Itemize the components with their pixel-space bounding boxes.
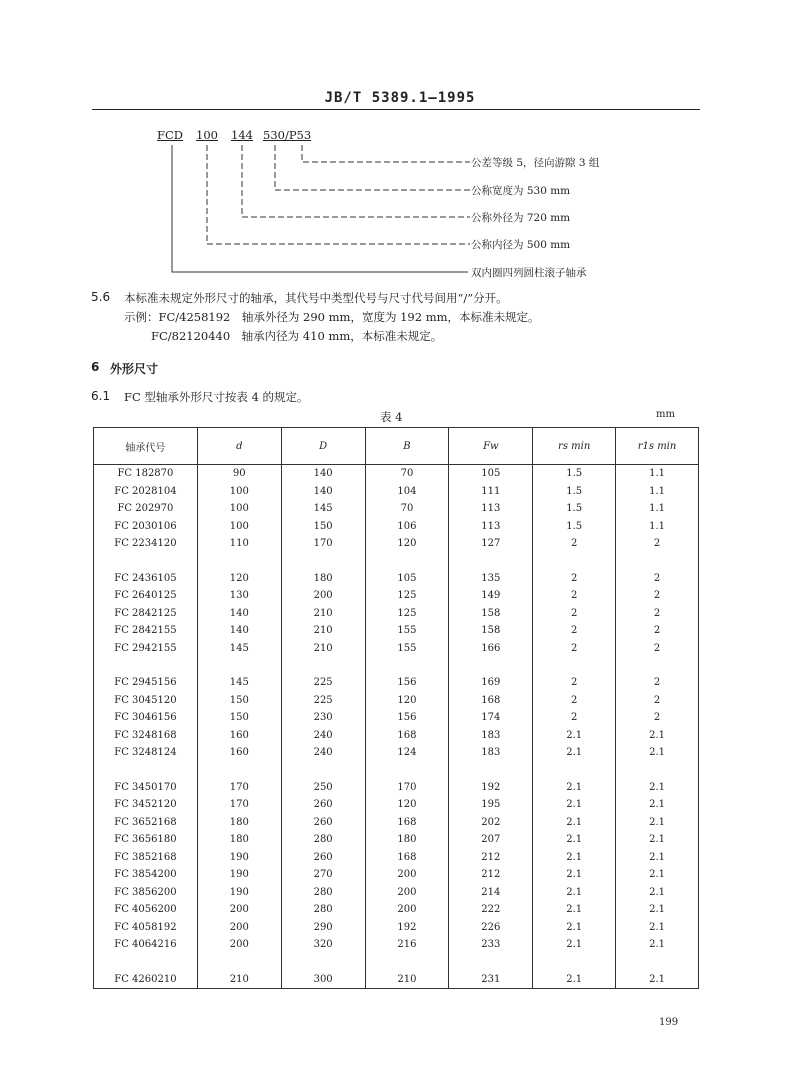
table-cell: FC 2640125: [94, 587, 198, 605]
clause-5-6-example-1: 示例：FC/4258192 轴承外径为 290 mm，宽度为 192 mm，本标准未规定。: [124, 310, 540, 324]
table-cell: 2: [616, 709, 699, 727]
table-cell: 2.1: [616, 936, 699, 954]
table-cell: 225: [281, 674, 365, 692]
table-cell: 226: [449, 919, 533, 937]
table-row: [94, 971, 699, 989]
table-cell: 120: [365, 535, 449, 553]
table-cell: 200: [365, 884, 449, 902]
table-cell: 2: [533, 605, 616, 623]
table-cell: FC 202970: [94, 500, 198, 518]
table-body: [94, 465, 699, 989]
table-row: [94, 884, 699, 902]
table-cell: 2.1: [616, 866, 699, 884]
spacer-cell: [281, 553, 365, 570]
spacer-cell: [94, 762, 198, 779]
table-cell: 214: [449, 884, 533, 902]
table-cell: FC 3248124: [94, 744, 198, 762]
spacer-cell: [365, 553, 449, 570]
spacer-cell: [616, 762, 699, 779]
table-cell: 200: [197, 919, 281, 937]
table-cell: 2: [616, 622, 699, 640]
table-cell: FC 3450170: [94, 779, 198, 797]
table-cell: 2: [533, 622, 616, 640]
table-header-row: [94, 428, 699, 465]
spacer-cell: [365, 954, 449, 971]
table-row: [94, 605, 699, 623]
spacer-cell: [94, 954, 198, 971]
table-cell: FC 3046156: [94, 709, 198, 727]
table-row: [94, 640, 699, 658]
table-cell: 127: [449, 535, 533, 553]
table-cell: 260: [281, 796, 365, 814]
spacer-cell: [281, 657, 365, 674]
table-cell: 210: [365, 971, 449, 989]
section-6-number: 6: [91, 360, 100, 374]
table-unit: mm: [656, 409, 675, 420]
table-cell: 195: [449, 796, 533, 814]
table-cell: 1.1: [616, 518, 699, 536]
table-cell: 280: [281, 901, 365, 919]
table-cell: 280: [281, 884, 365, 902]
table-cell: 2: [616, 587, 699, 605]
table-cell: 210: [197, 971, 281, 989]
table-cell: 200: [365, 866, 449, 884]
spacer-cell: [533, 657, 616, 674]
table-cell: 2: [616, 692, 699, 710]
header-rs-min: rs min: [533, 428, 616, 465]
spacer-cell: [616, 657, 699, 674]
table-row: [94, 779, 699, 797]
table-row: [94, 919, 699, 937]
table-cell: 2: [616, 605, 699, 623]
spacer-cell: [616, 553, 699, 570]
table-cell: FC 4056200: [94, 901, 198, 919]
spacer-cell: [365, 762, 449, 779]
table-cell: 222: [449, 901, 533, 919]
spacer-cell: [365, 657, 449, 674]
table-cell: 156: [365, 674, 449, 692]
spacer-cell: [94, 657, 198, 674]
table-cell: 155: [365, 640, 449, 658]
table-cell: 2.1: [616, 884, 699, 902]
table-cell: 125: [365, 605, 449, 623]
table-cell: FC 3854200: [94, 866, 198, 884]
table-cell: 2.1: [533, 814, 616, 832]
table-cell: 150: [281, 518, 365, 536]
table-cell: 212: [449, 849, 533, 867]
table-cell: 2: [533, 692, 616, 710]
table-cell: 140: [197, 605, 281, 623]
table-cell: 111: [449, 483, 533, 501]
table-cell: 2.1: [533, 936, 616, 954]
table-cell: FC 3856200: [94, 884, 198, 902]
table-cell: 183: [449, 727, 533, 745]
table-cell: FC 2030106: [94, 518, 198, 536]
table-cell: 2.1: [533, 901, 616, 919]
table-cell: 130: [197, 587, 281, 605]
table-cell: 212: [449, 866, 533, 884]
table-cell: 2.1: [533, 779, 616, 797]
table-cell: 125: [365, 587, 449, 605]
table-cell: 150: [197, 709, 281, 727]
table-cell: 120: [365, 796, 449, 814]
table-cell: 169: [449, 674, 533, 692]
clause-5-6-example-2: FC/82120440 轴承内径为 410 mm，本标准未规定。: [151, 329, 443, 343]
table-cell: FC 2234120: [94, 535, 198, 553]
table-cell: 1.5: [533, 518, 616, 536]
table-cell: 180: [365, 831, 449, 849]
table-cell: 120: [197, 570, 281, 588]
code-part-width: 530/P53: [263, 128, 312, 142]
table-cell: 160: [197, 727, 281, 745]
table-cell: 210: [281, 640, 365, 658]
table-cell: FC 3652168: [94, 814, 198, 832]
table-cell: 180: [281, 570, 365, 588]
table-row: [94, 849, 699, 867]
table-cell: 180: [197, 831, 281, 849]
table-cell: 202: [449, 814, 533, 832]
page-number: 199: [659, 1017, 679, 1028]
table-cell: 145: [197, 674, 281, 692]
table-cell: 2.1: [533, 849, 616, 867]
table-cell: 105: [449, 465, 533, 483]
header-r1s-min: r1s min: [616, 428, 699, 465]
table-row: [94, 709, 699, 727]
table-cell: 225: [281, 692, 365, 710]
table-cell: 156: [365, 709, 449, 727]
designation-leader-lines: [0, 0, 800, 300]
table-row: [94, 901, 699, 919]
spacer-cell: [533, 762, 616, 779]
table-cell: 100: [197, 518, 281, 536]
table-cell: 170: [197, 779, 281, 797]
table-cell: 90: [197, 465, 281, 483]
group-spacer-row: [94, 762, 699, 779]
table-cell: 190: [197, 849, 281, 867]
header-Fw: Fw: [449, 428, 533, 465]
table-cell: 70: [365, 465, 449, 483]
table-cell: 1.1: [616, 500, 699, 518]
table-row: [94, 570, 699, 588]
table-row: [94, 727, 699, 745]
table-cell: 106: [365, 518, 449, 536]
table-cell: 1.1: [616, 483, 699, 501]
table-cell: FC 3852168: [94, 849, 198, 867]
table-row: [94, 936, 699, 954]
table-cell: FC 3452120: [94, 796, 198, 814]
group-spacer-row: [94, 553, 699, 570]
table-cell: 1.5: [533, 483, 616, 501]
table-cell: 113: [449, 518, 533, 536]
table-cell: 2: [533, 570, 616, 588]
standard-header: JB/T 5389.1—1995: [324, 90, 476, 106]
section-6-title: 外形尺寸: [110, 362, 159, 376]
spacer-cell: [281, 762, 365, 779]
table-cell: 2.1: [533, 727, 616, 745]
spacer-cell: [197, 762, 281, 779]
table-row: [94, 831, 699, 849]
table-cell: 190: [197, 866, 281, 884]
table-cell: FC 2436105: [94, 570, 198, 588]
table-cell: 200: [365, 901, 449, 919]
table-cell: 155: [365, 622, 449, 640]
clause-6-1-text: FC 型轴承外形尺寸按表 4 的规定。: [124, 390, 309, 404]
table-cell: 100: [197, 483, 281, 501]
table-cell: 120: [365, 692, 449, 710]
table-cell: 145: [281, 500, 365, 518]
table-cell: 168: [365, 849, 449, 867]
table-cell: 104: [365, 483, 449, 501]
table-cell: 170: [281, 535, 365, 553]
table-cell: 240: [281, 727, 365, 745]
table-cell: FC 2842155: [94, 622, 198, 640]
table-cell: 170: [197, 796, 281, 814]
table-cell: 183: [449, 744, 533, 762]
table-cell: FC 2028104: [94, 483, 198, 501]
header-B: B: [365, 428, 449, 465]
table-cell: 140: [281, 465, 365, 483]
code-part-type: FCD: [157, 128, 183, 142]
table-cell: 233: [449, 936, 533, 954]
table-cell: 240: [281, 744, 365, 762]
table-cell: 2.1: [533, 971, 616, 989]
table-cell: 2: [533, 535, 616, 553]
table-cell: 2.1: [616, 814, 699, 832]
table-cell: 149: [449, 587, 533, 605]
table-cell: 2: [533, 674, 616, 692]
spacer-cell: [533, 553, 616, 570]
table-cell: 2.1: [616, 796, 699, 814]
spacer-cell: [533, 954, 616, 971]
table-row: [94, 622, 699, 640]
callout-tolerance: 公差等级 5，径向游隙 3 组: [471, 157, 600, 169]
clause-6-1-number: 6.1: [91, 389, 111, 403]
header-D: D: [281, 428, 365, 465]
spacer-cell: [197, 553, 281, 570]
table-cell: 158: [449, 622, 533, 640]
table-cell: 2: [616, 674, 699, 692]
table-cell: 192: [449, 779, 533, 797]
table-cell: FC 3045120: [94, 692, 198, 710]
table-cell: 124: [365, 744, 449, 762]
table-cell: 168: [365, 727, 449, 745]
table-cell: FC 4260210: [94, 971, 198, 989]
table-cell: 166: [449, 640, 533, 658]
table-cell: 210: [281, 622, 365, 640]
table-cell: FC 182870: [94, 465, 198, 483]
spacer-cell: [449, 657, 533, 674]
table-cell: 168: [365, 814, 449, 832]
header-d: d: [197, 428, 281, 465]
table-row: [94, 535, 699, 553]
spacer-cell: [616, 954, 699, 971]
table-cell: 2.1: [616, 727, 699, 745]
table-cell: 320: [281, 936, 365, 954]
table-cell: 250: [281, 779, 365, 797]
table-row: [94, 674, 699, 692]
table-cell: 2.1: [616, 901, 699, 919]
table-cell: 300: [281, 971, 365, 989]
table-cell: 170: [365, 779, 449, 797]
table-cell: 210: [281, 605, 365, 623]
table-row: [94, 500, 699, 518]
table-cell: 2.1: [616, 744, 699, 762]
table-row: [94, 518, 699, 536]
table-row: [94, 866, 699, 884]
header-bearing-code: 轴承代号: [94, 428, 198, 465]
table-cell: FC 2945156: [94, 674, 198, 692]
spacer-cell: [94, 553, 198, 570]
table-cell: 290: [281, 919, 365, 937]
table-row: [94, 796, 699, 814]
table-cell: 2: [616, 535, 699, 553]
callout-outer-diameter: 公称外径为 720 mm: [471, 212, 571, 224]
table-row: [94, 465, 699, 483]
table-cell: 2: [616, 640, 699, 658]
table-cell: 190: [197, 884, 281, 902]
code-part-outer: 144: [231, 128, 253, 142]
clause-5-6-number: 5.6: [91, 290, 111, 304]
table-row: [94, 744, 699, 762]
table-caption: 表 4: [380, 410, 403, 424]
table-cell: 2.1: [533, 744, 616, 762]
table-cell: 216: [365, 936, 449, 954]
table-cell: 100: [197, 500, 281, 518]
table-cell: 2: [616, 570, 699, 588]
table-cell: 70: [365, 500, 449, 518]
table-cell: 2: [533, 640, 616, 658]
table-cell: 200: [281, 587, 365, 605]
table-cell: 270: [281, 866, 365, 884]
code-part-bore: 100: [196, 128, 218, 142]
callout-width: 公称宽度为 530 mm: [471, 185, 571, 197]
table-cell: FC 3656180: [94, 831, 198, 849]
table-cell: 168: [449, 692, 533, 710]
table-cell: 2.1: [533, 796, 616, 814]
table-cell: FC 2942155: [94, 640, 198, 658]
spacer-cell: [449, 762, 533, 779]
table-cell: 230: [281, 709, 365, 727]
table-cell: 2.1: [616, 831, 699, 849]
spacer-cell: [449, 954, 533, 971]
table-row: [94, 483, 699, 501]
table-cell: 200: [197, 901, 281, 919]
spacer-cell: [449, 553, 533, 570]
callout-bore-diameter: 公称内径为 500 mm: [471, 239, 571, 251]
table-cell: 260: [281, 849, 365, 867]
table-cell: 140: [197, 622, 281, 640]
table-cell: 192: [365, 919, 449, 937]
table-cell: 140: [281, 483, 365, 501]
table-cell: 1.1: [616, 465, 699, 483]
table-cell: 180: [197, 814, 281, 832]
table-cell: 1.5: [533, 500, 616, 518]
group-spacer-row: [94, 954, 699, 971]
table-cell: 150: [197, 692, 281, 710]
table-row: [94, 587, 699, 605]
table-cell: 2: [533, 587, 616, 605]
callout-bearing-type: 双内圈四列圆柱滚子轴承: [471, 267, 587, 279]
group-spacer-row: [94, 657, 699, 674]
table-cell: 2.1: [533, 884, 616, 902]
table-cell: FC 3248168: [94, 727, 198, 745]
table-cell: 2.1: [533, 866, 616, 884]
spacer-cell: [197, 954, 281, 971]
table-cell: 2: [533, 709, 616, 727]
table-cell: 135: [449, 570, 533, 588]
spacer-cell: [197, 657, 281, 674]
table-cell: 110: [197, 535, 281, 553]
table-cell: 2.1: [533, 831, 616, 849]
table-cell: 2.1: [616, 971, 699, 989]
table-cell: 158: [449, 605, 533, 623]
table-cell: FC 4064216: [94, 936, 198, 954]
table-cell: 280: [281, 831, 365, 849]
table-cell: 2.1: [616, 919, 699, 937]
table-cell: 200: [197, 936, 281, 954]
table-cell: 231: [449, 971, 533, 989]
table-cell: FC 4058192: [94, 919, 198, 937]
spacer-cell: [281, 954, 365, 971]
table-cell: 2.1: [616, 779, 699, 797]
table-row: [94, 692, 699, 710]
table-cell: 105: [365, 570, 449, 588]
table-cell: 160: [197, 744, 281, 762]
clause-5-6-text: 本标准未规定外形尺寸的轴承，其代号中类型代号与尺寸代号间用“/”分开。: [124, 291, 508, 305]
table-cell: 1.5: [533, 465, 616, 483]
bearing-dimension-table: [93, 427, 699, 989]
table-cell: 145: [197, 640, 281, 658]
table-cell: 2.1: [533, 919, 616, 937]
table-cell: 174: [449, 709, 533, 727]
table-cell: 113: [449, 500, 533, 518]
table-cell: 260: [281, 814, 365, 832]
table-cell: 2.1: [616, 849, 699, 867]
table-cell: 207: [449, 831, 533, 849]
table-cell: FC 2842125: [94, 605, 198, 623]
table-row: [94, 814, 699, 832]
